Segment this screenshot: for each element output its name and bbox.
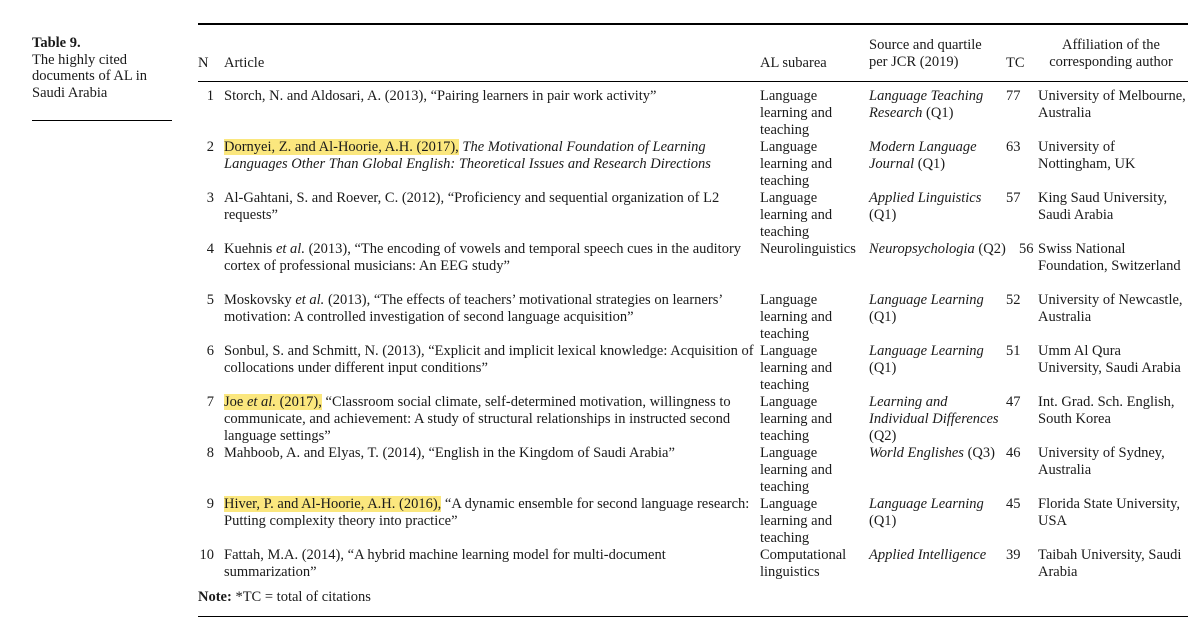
header-affiliation [1038, 37, 1184, 71]
source-quartile: (Q3) [967, 445, 995, 461]
row-tc: 56 [1019, 241, 1034, 257]
table-bottom-rule [198, 616, 1188, 617]
row-source [869, 88, 1007, 122]
source-quartile: (Q1) [917, 156, 946, 172]
source-title: Learning and Individual Differences [869, 394, 999, 427]
row-tc: 39 [1006, 547, 1021, 563]
row-number: 4 [206, 241, 214, 257]
source-quartile: (Q1) [869, 360, 897, 376]
table-row [198, 547, 1188, 583]
source-quartile: (Q2) [869, 428, 897, 444]
row-article: Al-Gahtani, S. and Roever, C. (2012), “Proficiency and sequential organization of L2 requests” [224, 190, 720, 223]
article-title: (2013), “The effects of teachers’ motivational strategies on learners’ motivation: A controlled investigation of second language acquisition” [224, 292, 723, 325]
table-row [198, 190, 1188, 241]
row-article [224, 241, 754, 275]
et-al: et al. [275, 241, 305, 257]
source-title: Language Teaching Research [869, 88, 984, 121]
row-subarea: Language learning and teaching [760, 343, 833, 393]
row-source [869, 241, 1019, 258]
table-row [198, 394, 1188, 445]
source-quartile: (Q1) [926, 105, 954, 121]
row-article [224, 139, 754, 173]
highlighted-authors: Dornyei, Z. and Al-Hoorie, A.H. (2017), [224, 139, 459, 155]
row-tc: 52 [1006, 292, 1021, 308]
row-number: 1 [206, 88, 214, 104]
article-authors: Joe [224, 394, 244, 410]
table-row [198, 445, 1188, 496]
source-quartile: (Q1) [869, 309, 897, 325]
header-source-line2: per JCR (2019) [869, 54, 959, 70]
row-source [869, 139, 1007, 173]
et-al: et al. [295, 292, 325, 308]
row-source [869, 547, 1007, 564]
row-article: Storch, N. and Aldosari, A. (2013), “Pairing learners in pair work activity” [224, 88, 657, 104]
row-subarea: Language learning and teaching [760, 394, 833, 444]
source-title: World Englishes [869, 445, 964, 461]
row-article: Sonbul, S. and Schmitt, N. (2013), “Explicit and implicit lexical knowledge: Acquisition of collocations under different input conditions” [224, 343, 754, 376]
header-article: Article [224, 55, 265, 71]
header-affiliation-line2: corresponding author [1049, 54, 1173, 70]
row-tc: 77 [1006, 88, 1021, 104]
table-label: Table 9. [32, 35, 81, 51]
row-affiliation: Int. Grad. Sch. English, South Korea [1038, 394, 1175, 427]
source-title: Language Learning [869, 343, 984, 359]
row-article: Fattah, M.A. (2014), “A hybrid machine learning model for multi-document summarization” [224, 547, 666, 580]
source-title: Applied Intelligence [869, 547, 987, 563]
highlighted-authors: Hiver, P. and Al-Hoorie, A.H. (2016), [224, 496, 442, 512]
row-subarea: Language learning and teaching [760, 496, 833, 546]
row-affiliation: University of Nottingham, UK [1038, 139, 1136, 172]
source-title: Applied Linguistics [869, 190, 982, 206]
row-tc: 51 [1006, 343, 1021, 359]
article-title: “Classroom social climate, self-determined motivation, willingness to communicate, and achievement: A study of structural relationships in instructed second language settings” [224, 394, 731, 444]
row-source [869, 343, 1007, 377]
table-row [198, 139, 1188, 190]
row-subarea: Language learning and teaching [760, 445, 833, 495]
et-al: et al. [246, 394, 276, 410]
table-row [198, 343, 1188, 394]
highlighted-authors [224, 394, 322, 410]
caption-rule [32, 120, 172, 121]
row-number: 8 [206, 445, 214, 461]
row-number: 2 [206, 139, 214, 155]
row-affiliation: Swiss National Foundation, Switzerland [1038, 241, 1181, 274]
table-row [198, 292, 1188, 343]
row-source [869, 496, 1007, 530]
row-tc: 63 [1006, 139, 1021, 155]
table-row [198, 496, 1188, 547]
row-number: 6 [206, 343, 214, 359]
row-source [869, 394, 1007, 445]
row-subarea: Language learning and teaching [760, 88, 833, 138]
row-number: 7 [206, 394, 214, 410]
row-number: 3 [206, 190, 214, 206]
row-article [224, 292, 754, 326]
row-tc: 45 [1006, 496, 1021, 512]
row-affiliation: University of Newcastle, Australia [1038, 292, 1183, 325]
row-article [224, 496, 754, 530]
row-affiliation: King Saud University, Saudi Arabia [1038, 190, 1168, 223]
header-tc: TC [1006, 55, 1025, 71]
row-source [869, 292, 1007, 326]
source-title: Modern Language Journal [869, 139, 977, 172]
source-title: Language Learning [869, 496, 984, 512]
source-quartile: (Q1) [869, 513, 897, 529]
row-affiliation: Florida State University, USA [1038, 496, 1181, 529]
row-source [869, 190, 1007, 224]
row-subarea: Neurolinguistics [760, 241, 856, 257]
row-affiliation: University of Sydney, Australia [1038, 445, 1165, 478]
row-article [224, 394, 754, 445]
header-source-line1: Source and quartile [869, 37, 982, 53]
note-text: *TC = total of citations [235, 589, 371, 605]
table-row [198, 241, 1188, 292]
row-tc: 46 [1006, 445, 1021, 461]
row-number: 5 [206, 292, 214, 308]
source-title: Language Learning [869, 292, 984, 308]
row-tc: 57 [1006, 190, 1021, 206]
source-quartile: (Q1) [869, 207, 897, 223]
article-title: The Motivational Foundation of Learning Languages Other Than Global English: Theoretical Issues and Research Directions [224, 139, 711, 172]
table-header-rule [198, 81, 1188, 82]
table-caption [32, 35, 172, 101]
article-authors: Kuehnis [224, 241, 273, 257]
article-year: (2017), [279, 394, 322, 410]
row-subarea: Language learning and teaching [760, 292, 833, 342]
row-tc: 47 [1006, 394, 1021, 410]
row-subarea: Language learning and teaching [760, 139, 833, 189]
row-affiliation: Taibah University, Saudi Arabia [1038, 547, 1182, 580]
source-title: Neuropsychologia [869, 241, 975, 257]
table-note [198, 589, 1188, 606]
row-subarea: Language learning and teaching [760, 190, 833, 240]
row-article: Mahboob, A. and Elyas, T. (2014), “English in the Kingdom of Saudi Arabia” [224, 445, 675, 461]
row-affiliation: University of Melbourne, Australia [1038, 88, 1186, 121]
note-label: Note: [198, 589, 232, 605]
header-source [869, 37, 982, 71]
header-subarea: AL subarea [760, 55, 827, 71]
article-title: “A dynamic ensemble for second language research: Putting complexity theory into practice” [224, 496, 750, 529]
row-affiliation: Umm Al Qura University, Saudi Arabia [1038, 343, 1181, 376]
table-header [198, 25, 1188, 77]
header-n: N [198, 55, 209, 71]
row-number: 9 [206, 496, 214, 512]
article-title: (2013), “The encoding of vowels and temporal speech cues in the auditory cortex of professional musicians: An EEG study” [224, 241, 742, 274]
table-row [198, 88, 1188, 139]
header-affiliation-line1: Affiliation of the [1062, 37, 1160, 53]
row-number: 10 [199, 547, 214, 563]
row-subarea: Computational linguistics [760, 547, 847, 580]
source-quartile: (Q2) [978, 241, 1006, 257]
table-title: The highly cited documents of AL in Saudi Arabia [32, 51, 148, 101]
citations-table [198, 23, 1188, 617]
article-authors: Moskovsky [224, 292, 292, 308]
row-source [869, 445, 1007, 462]
